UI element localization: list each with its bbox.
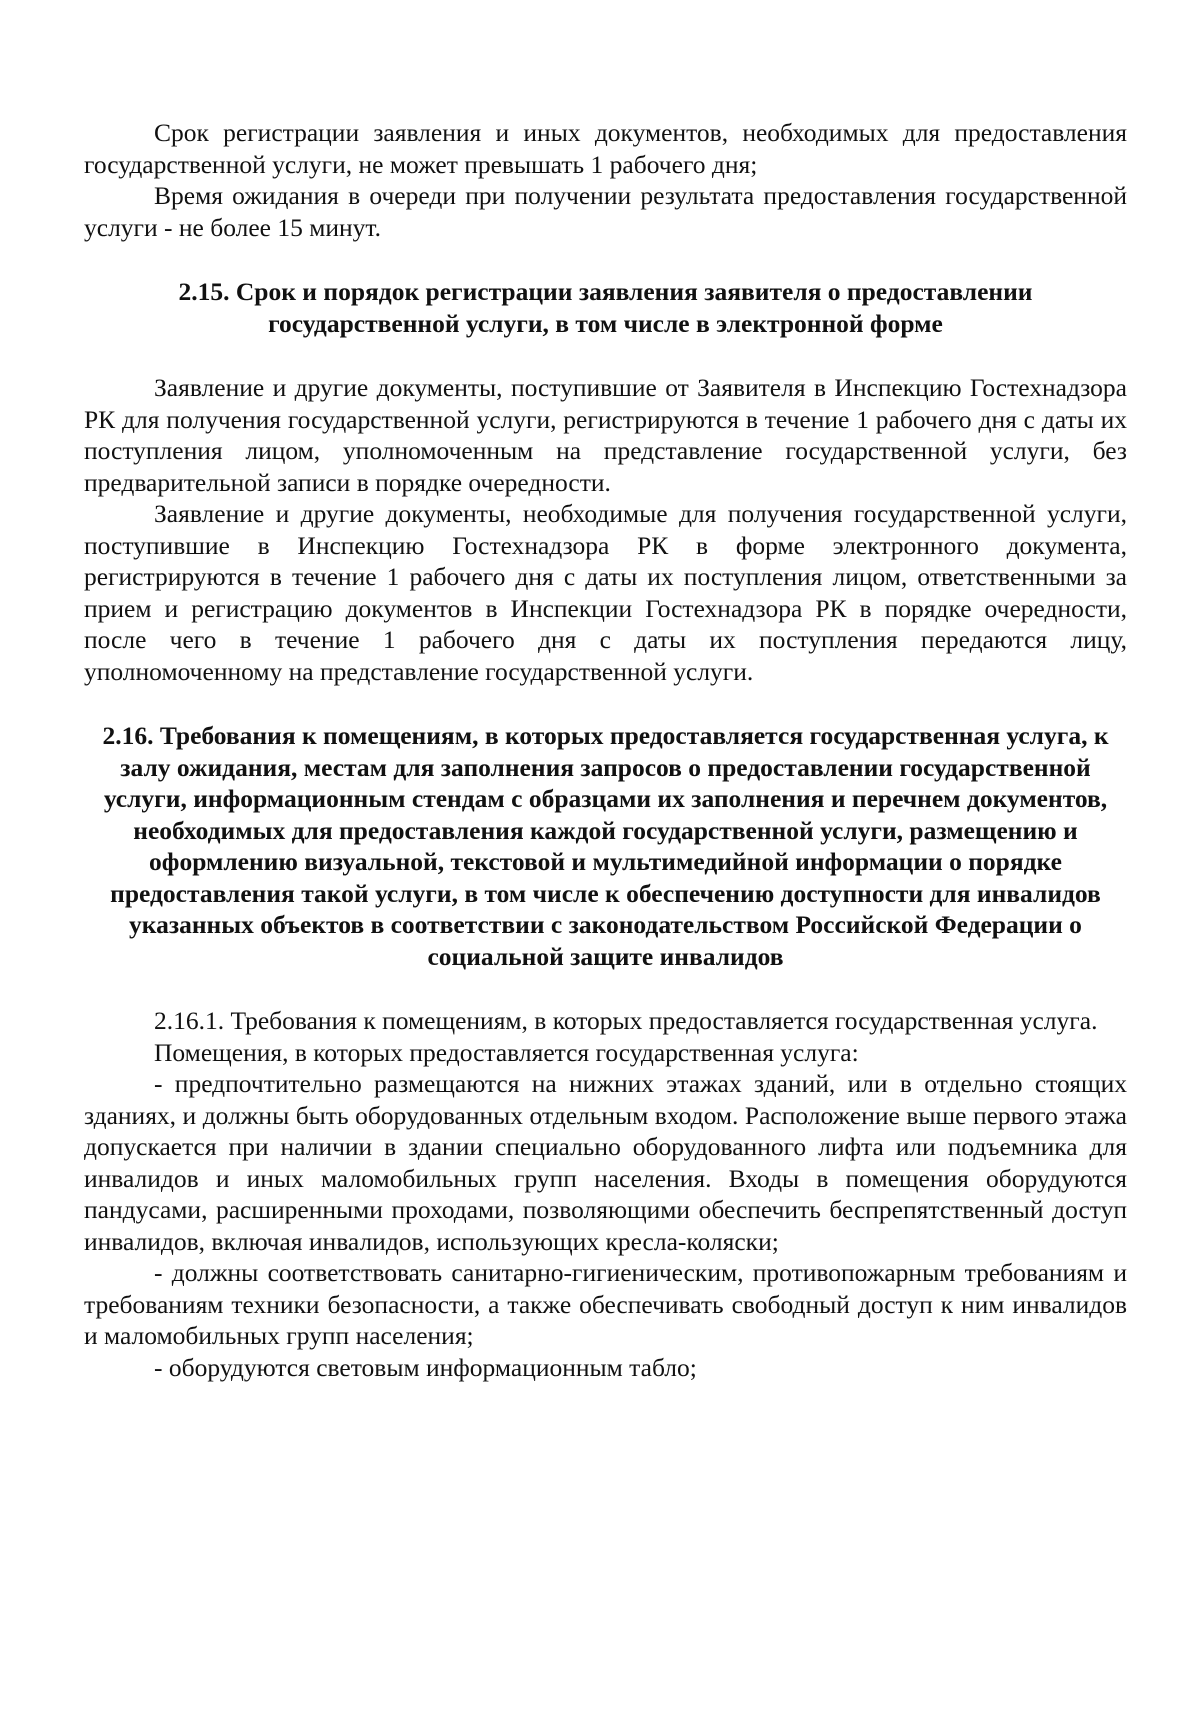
list-item-sanitary-requirements: - должны соответствовать санитарно-гигиеническим, противопожарным требованиям и требованиям техники безопасности, а также обеспечивать свободный доступ к ним инвалидов и маломобильных групп населения; — [84, 1258, 1127, 1350]
spacer — [84, 339, 1127, 372]
paragraph-premises-intro: Помещения, в которых предоставляется государственная услуга: — [154, 1037, 859, 1067]
paragraph-2-16-1: 2.16.1. Требования к помещениям, в которых предоставляется государственная услуга. — [154, 1006, 1098, 1035]
section-heading-2-16: 2.16. Требования к помещениям, в которых предоставляется государственная услуга, к залу ожидания, местам для заполнения запросов о предоставлении государственной услуги, информационным стендам с образцами их заполнения и перечнем документов, необходимых для предоставления каждой государственной услуги, размещению и оформлению визуальной, текстовой и мультимедийной информации о порядке предоставления такой услуги, в том числе к обеспечению доступности для инвалидов указанных объектов в соответствии с законодательством Российской Федерации о социальной защите инвалидов — [102, 721, 1109, 971]
document-body — [84, 117, 1127, 1383]
spacer — [84, 243, 1127, 276]
list-item-lower-floors: - предпочтительно размещаются на нижних этажах зданий, или в отдельно стоящих зданиях, и должны быть оборудованных отдельным входом. Расположение выше первого этажа допускается при наличии в здании специально оборудованного лифта или подъемника для инвалидов и иных маломобильных групп населения. Входы в помещения оборудуются пандусами, расширенными проходами, позволяющими обеспечить беспрепятственный доступ инвалидов, включая инвалидов, использующих кресла-коляски; — [84, 1069, 1127, 1256]
paragraph-2-15-2: Заявление и другие документы, необходимые для получения государственной услуги, поступившие в Инспекцию Гостехнадзора РК в форме электронного документа, регистрируются в течение 1 рабочего дня с даты их поступления лицом, ответственными за прием и регистрацию документов в Инспекции Гостехнадзора РК в порядке очередности, после чего в течение 1 рабочего дня с даты их поступления передаются лицу, уполномоченному на представление государственной услуги. — [84, 499, 1127, 686]
spacer — [84, 972, 1127, 1005]
paragraph-2-15-1: Заявление и другие документы, поступившие от Заявителя в Инспекцию Гостехнадзора РК для получения государственной услуги, регистрируются в течение 1 рабочего дня с даты их поступления лицом, уполномоченным на представление государственной услуги, без предварительной записи в порядке очередности. — [84, 373, 1127, 497]
list-item-info-board: - оборудуются световым информационным табло; — [154, 1352, 697, 1382]
paragraph-queue-wait-time: Время ожидания в очереди при получении результата предоставления государственной услуги - не более 15 минут. — [84, 181, 1127, 242]
spacer — [84, 687, 1127, 720]
paragraph-registration-term: Срок регистрации заявления и иных документов, необходимых для предоставления государственной услуги, не может превышать 1 рабочего дня; — [84, 118, 1127, 179]
section-heading-2-15: 2.15. Срок и порядок регистрации заявления заявителя о предоставлении государственной услуги, в том числе в электронной форме — [178, 277, 1033, 338]
